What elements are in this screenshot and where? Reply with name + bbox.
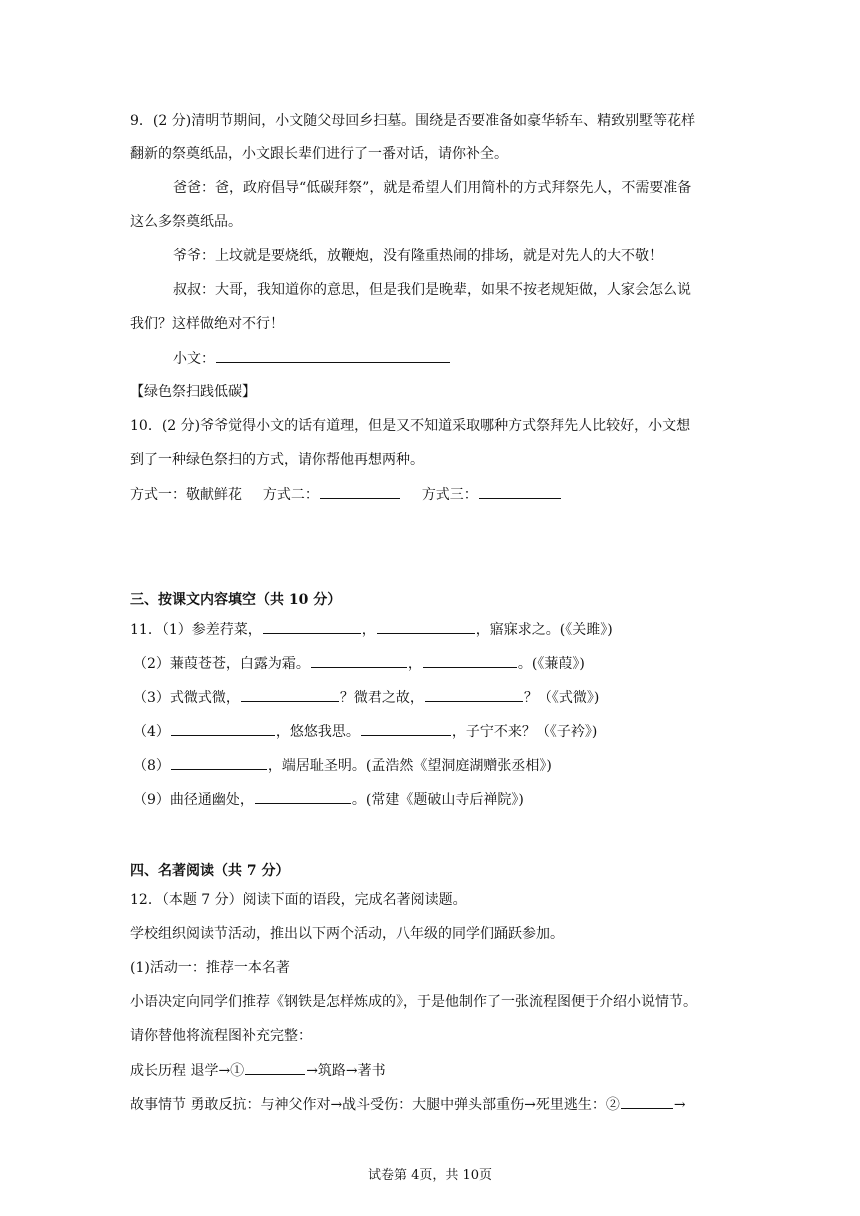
section4-heading: 四、名著阅读（共 7 分） (130, 863, 290, 879)
q11-blank-1b[interactable] (377, 619, 475, 634)
q12-story-row: 故事情节 勇敢反抗：与神父作对→战斗受伤：大腿中弹头部重伤→死里逃生：② → (130, 1094, 686, 1115)
q10-ways-row (130, 484, 562, 505)
q10-way3-label: 方式三： (421, 487, 478, 503)
q11-blank-2b[interactable] (423, 653, 517, 668)
q9-answer-blank[interactable] (216, 348, 450, 363)
q11-row3: （3）式微式微， ？微君之故， ？（《式微》) (133, 687, 599, 708)
q10-line1: 10．(2 分)爷爷觉得小文的话有道理，但是又不知道采取哪种方式祭拜先人比较好，小文想 (130, 418, 691, 434)
q9-xiaowen-row (173, 348, 451, 369)
q9-dad-line2: 这么多祭奠纸品。 (130, 214, 242, 230)
q12-line5: 请你替他将流程图补充完整： (130, 1028, 312, 1044)
q11-blank-1a[interactable] (263, 619, 361, 634)
q10-way2-blank[interactable] (320, 484, 400, 499)
q10-way1: 方式一：敬献鲜花 (130, 487, 242, 503)
q11-blank-6a[interactable] (255, 789, 351, 804)
q10-way2-label: 方式二： (262, 487, 319, 503)
page-footer: 试卷第 4页，共 10页 (367, 1168, 493, 1183)
q12-blank-1[interactable] (245, 1060, 305, 1075)
q9-line2: 翻新的祭奠纸品，小文跟长辈们进行了一番对话，请你补全。 (130, 146, 508, 162)
q12-growth-row: 成长历程 退学→① →筑路→著书 (130, 1060, 386, 1081)
q11-row5: （8） ，端居耻圣明。(孟浩然《望洞庭湖赠张丞相》) (133, 755, 552, 776)
q9-line1: 9．(2 分)清明节期间，小文随父母回乡扫墓。围绕是否要准备如豪华轿车、精致别墅等花样 (130, 113, 696, 129)
q11-blank-3b[interactable] (425, 687, 523, 702)
q10-way3-blank[interactable] (479, 484, 561, 499)
q9-dad-line1: 爸爸：爸，政府倡导“低碳拜祭”，就是希望人们用简朴的方式拜祭先人，不需要准备 (173, 180, 692, 196)
q11-blank-4b[interactable] (361, 721, 451, 736)
q9-uncle-line2: 我们？这样做绝对不行！ (130, 316, 284, 332)
q12-line1: 12．（本题 7 分）阅读下面的语段，完成名著阅读题。 (130, 892, 467, 908)
section-green-heading: 【绿色祭扫践低碳】 (130, 384, 256, 400)
q12-line3: (1)活动一：推荐一本名著 (130, 960, 290, 976)
q11-row1: 11．（1）参差荇菜， ， ，寤寐求之。(《关雎》) (130, 619, 613, 640)
q12-blank-2[interactable] (621, 1094, 673, 1109)
q11-row2: （2）蒹葭苍苍，白露为霜。 ， 。(《蒹葭》) (133, 653, 585, 674)
q11-row6: （9）曲径通幽处， 。(常建《题破山寺后禅院》) (133, 789, 524, 810)
q9-grandpa: 爷爷：上坟就是要烧纸，放鞭炮，没有隆重热闹的排场，就是对先人的大不敬！ (173, 248, 663, 264)
q10-line2: 到了一种绿色祭扫的方式，请你帮他再想两种。 (130, 452, 424, 468)
q9-xiaowen-label: 小文： (173, 351, 215, 367)
q9-uncle-line1: 叔叔：大哥，我知道你的意思，但是我们是晚辈，如果不按老规矩做，人家会怎么说 (173, 282, 691, 298)
q12-line2: 学校组织阅读节活动，推出以下两个活动，八年级的同学们踊跃参加。 (130, 926, 564, 942)
q11-blank-4a[interactable] (171, 721, 275, 736)
q11-blank-5a[interactable] (171, 755, 267, 770)
q12-line4: 小语决定向同学们推荐《钢铁是怎样炼成的》，于是他制作了一张流程图便于介绍小说情节。 (130, 994, 697, 1010)
q11-blank-3a[interactable] (241, 687, 339, 702)
section3-heading: 三、按课文内容填空（共 10 分） (130, 592, 342, 608)
q11-row4: （4） ，悠悠我思。 ，子宁不来？（《子衿》) (133, 721, 597, 742)
q11-blank-2a[interactable] (311, 653, 407, 668)
